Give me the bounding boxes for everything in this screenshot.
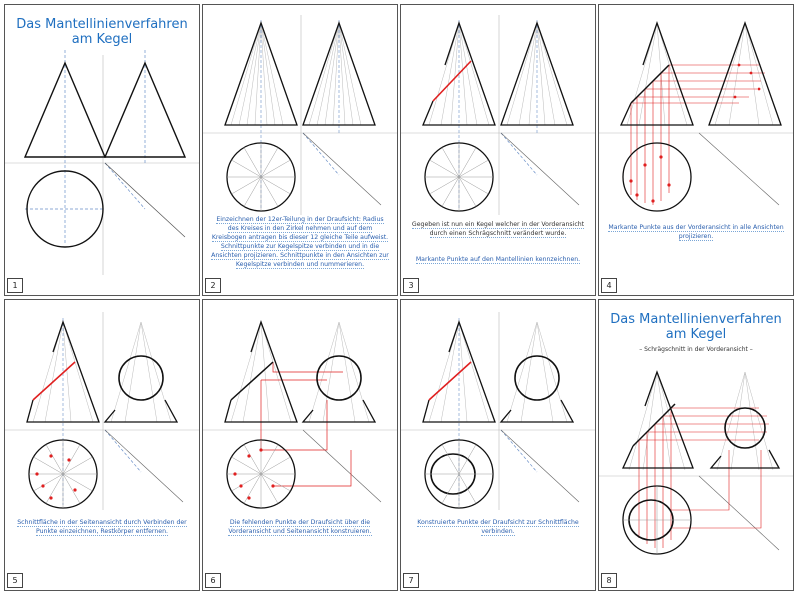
panel-7 [400, 299, 596, 591]
drawing-8 [599, 300, 794, 591]
panel-number: 2 [205, 278, 221, 293]
panel-1 [4, 4, 200, 296]
panel-4 [598, 4, 794, 296]
drawing-1 [5, 5, 200, 296]
panel-5 [4, 299, 200, 591]
drawing-3 [401, 5, 596, 296]
instruction-text: Die fehlenden Punkte der Draufsicht über die Vorderansicht und Seitenansicht konstruieren. [228, 519, 372, 535]
page-subtitle: – Schrägschnitt in der Vorderansicht – [639, 346, 753, 353]
panel-number: 7 [403, 573, 419, 588]
instruction-text: Konstruierte Punkte der Draufsicht zur Schnittfläche verbinden. [417, 519, 579, 535]
drawing-6 [203, 300, 398, 591]
instruction-text: Schnittfläche in der Seitenansicht durch Verbinden der Punkte einzeichnen, Restkörper entfernen. [17, 519, 187, 535]
panel-6 [202, 299, 398, 591]
panel-number: 8 [601, 573, 617, 588]
panel-3 [400, 4, 596, 296]
panel-number: 6 [205, 573, 221, 588]
given-text: Gegeben ist nun ein Kegel welcher in der Vorderansicht durch einen Schrägschnitt verändert wurde. [411, 221, 585, 237]
instruction-text: Einzeichnen der 12er-Teilung in der Draufsicht: Radius des Kreises in den Zirkel nehmen und auf dem Kreisbogen antragen bis dieser 12 gleiche Teile aufweist. Schnittpunkte zur Kegelspitze verbinden und in die Ansichten projizieren. Schnittpunkte in den Ansichten zur Kegelspitze verbinden und nummerieren. [211, 216, 389, 268]
drawing-4 [599, 5, 794, 296]
instruction-text: Markante Punkte auf den Mantellinien kennzeichnen. [415, 256, 581, 263]
page-title-line2: am Kegel [71, 32, 133, 47]
drawing-5 [5, 300, 200, 591]
instruction-text: Markante Punkte aus der Vorderansicht in alle Ansichten projizieren. [608, 224, 784, 240]
panel-number: 5 [7, 573, 23, 588]
drawing-7 [401, 300, 596, 591]
panel-number: 3 [403, 278, 419, 293]
panel-8 [598, 299, 794, 591]
panel-number: 4 [601, 278, 617, 293]
panel-number: 1 [7, 278, 23, 293]
page-title-line2: am Kegel [665, 327, 727, 342]
page-title-line1: Das Mantellinienverfahren [610, 312, 782, 327]
page-title-line1: Das Mantellinienverfahren [16, 17, 188, 32]
panel-2 [202, 4, 398, 296]
